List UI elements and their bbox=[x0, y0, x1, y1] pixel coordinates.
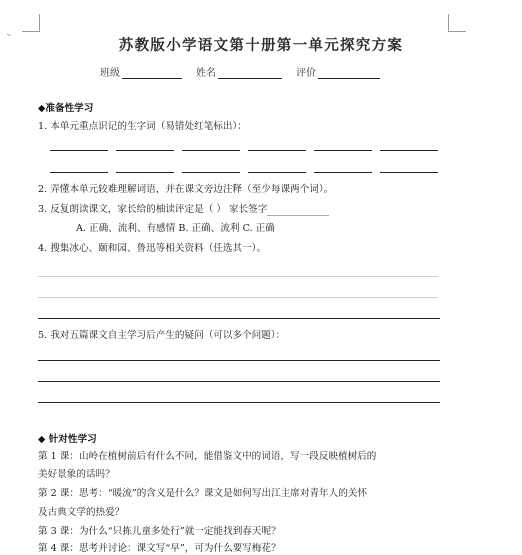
section-heading-targeted: ◆ 针对性学习 bbox=[38, 434, 97, 445]
lesson-1-question: 第 1 课：山岭在植树前后有什么不同，能借鉴文中的词语，写一段反映植树后的 bbox=[38, 451, 377, 462]
vocab-blank[interactable] bbox=[314, 150, 372, 151]
answer-line[interactable] bbox=[38, 360, 440, 361]
eval-blank[interactable] bbox=[318, 66, 380, 79]
vocab-blank[interactable] bbox=[182, 150, 240, 151]
lesson-3-question: 第 3 课：为什么“只拣儿童多处行”就一定能找到春天呢？ bbox=[38, 526, 281, 537]
lesson-2-question: 第 2 课：思考：“暖流”的含义是什么？课文是如何写出江主席对青年人的关怀 bbox=[38, 488, 368, 499]
question-5: 5. 我对五篇课文自主学习后产生的疑问（可以多个问题）： bbox=[38, 330, 286, 341]
eval-label: 评价 bbox=[296, 68, 316, 79]
page-corner-mark-left bbox=[22, 14, 40, 32]
vocab-blank[interactable] bbox=[314, 172, 372, 173]
answer-line[interactable] bbox=[38, 381, 440, 382]
class-label: 班级 bbox=[100, 68, 120, 79]
document-title: 苏教版小学语文第十册第一单元探究方案 bbox=[118, 37, 404, 54]
answer-line[interactable] bbox=[38, 276, 438, 277]
vocabulary-blank-grid[interactable] bbox=[50, 150, 438, 174]
answer-line[interactable] bbox=[38, 402, 440, 403]
vocab-blank[interactable] bbox=[116, 172, 174, 173]
vocab-blank[interactable] bbox=[182, 172, 240, 173]
answer-line[interactable] bbox=[38, 318, 440, 319]
name-label: 姓名 bbox=[196, 68, 216, 79]
collapse-chevron-icon[interactable]: ⌄ bbox=[5, 29, 13, 39]
vocab-blank[interactable] bbox=[50, 172, 108, 173]
question-3-options: A. 正确、流利、有感情 B. 正确、流利 C. 正确 bbox=[76, 223, 275, 234]
name-blank[interactable] bbox=[218, 66, 282, 79]
question-3 bbox=[38, 203, 329, 216]
vocab-blank[interactable] bbox=[380, 150, 438, 151]
section-heading-preparation: ◆准备性学习 bbox=[38, 103, 94, 114]
vocab-blank[interactable] bbox=[248, 150, 306, 151]
question-2: 2. 弄懂本单元较难理解词语，并在课文旁边注释（至少每课两个词）。 bbox=[38, 184, 334, 195]
vocab-blank[interactable] bbox=[50, 150, 108, 151]
question-3-text: 3. 反复朗读课文，家长给的柚读评定是（ ） 家长签字 bbox=[38, 204, 268, 215]
vocab-blank[interactable] bbox=[380, 172, 438, 173]
page-corner-mark-right bbox=[448, 14, 466, 32]
vocab-blank[interactable] bbox=[248, 172, 306, 173]
lesson-1-question-cont: 美好景象的话吗？ bbox=[38, 469, 115, 480]
question-4: 4. 搜集冰心、颐和园、鲁迅等相关资料（任选其一）。 bbox=[38, 243, 267, 254]
parent-signature-blank[interactable] bbox=[267, 205, 329, 216]
student-info-line bbox=[100, 64, 386, 79]
vocab-blank[interactable] bbox=[116, 150, 174, 151]
question-1: 1. 本单元重点识记的生字词（易错处红笔标出）： bbox=[38, 121, 247, 132]
lesson-4-question: 第 4 课：思考并讨论：课文写“早”，可为什么要写梅花？ bbox=[38, 543, 281, 554]
lesson-2-question-cont: 及古典文学的热爱？ bbox=[38, 507, 125, 518]
answer-line[interactable] bbox=[38, 297, 438, 298]
class-blank[interactable] bbox=[122, 66, 182, 79]
